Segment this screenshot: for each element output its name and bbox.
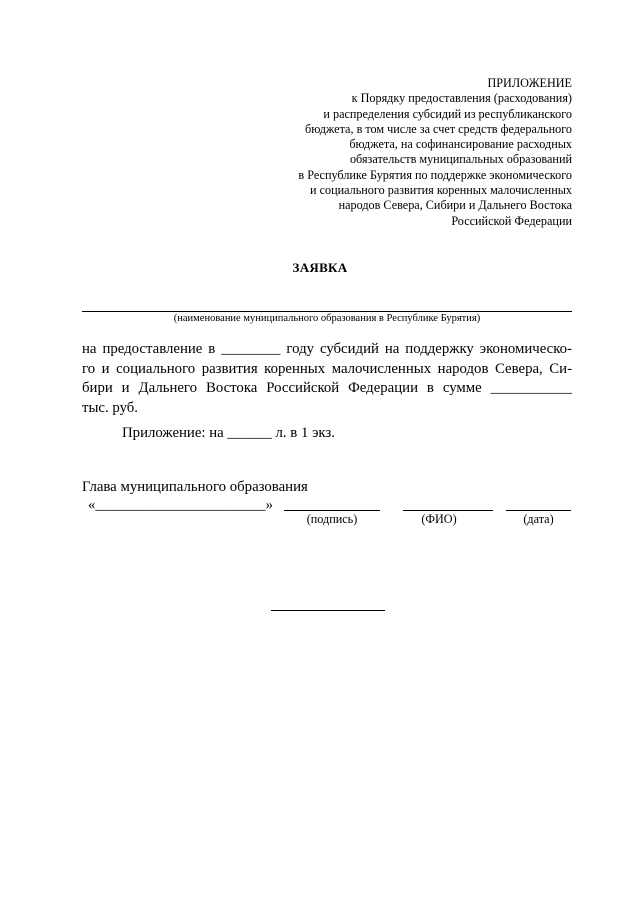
appendix-line: к Порядку предоставления (расходования) xyxy=(351,91,572,106)
body-line: тыс. руб. xyxy=(82,399,139,416)
document-title: ЗАЯВКА xyxy=(292,260,348,275)
appendix-line: обязательств муниципальных образований xyxy=(349,152,572,167)
body-line: бири и Дальнего Востока Российской Федерации в сумме ___________ xyxy=(82,380,572,397)
appendix-line: Российской Федерации xyxy=(451,213,572,228)
full-name-field[interactable] xyxy=(403,510,493,511)
head-of-municipality-label: Глава муниципального образования xyxy=(82,479,308,495)
date-caption: (дата) xyxy=(523,512,554,526)
signature-caption: (подпись) xyxy=(306,512,358,526)
appendix-line: народов Севера, Сибири и Дальнего Востока xyxy=(338,198,572,213)
attachment-line: Приложение: на ______ л. в 1 экз. xyxy=(122,425,335,441)
signature-field[interactable] xyxy=(284,510,380,511)
municipality-name-caption: (наименование муниципального образования в Республике Бурятия) xyxy=(173,313,481,324)
application-body xyxy=(82,340,572,418)
appendix-line: и социального развития коренных малочисленных xyxy=(310,183,572,198)
appendix-heading: ПРИЛОЖЕНИЕ xyxy=(487,76,572,90)
body-line: на предоставление в ________ году субсидий на поддержку экономическо- xyxy=(82,341,572,357)
body-line: го и социального развития коренных малочисленных народов Севера, Си- xyxy=(82,360,572,377)
appendix-block xyxy=(242,76,572,229)
closing-rule xyxy=(271,610,385,611)
municipality-quote-field: «_______________________» xyxy=(88,497,273,513)
appendix-line: в Республике Бурятия по поддержке экономического xyxy=(298,167,572,182)
full-name-caption: (ФИО) xyxy=(421,512,457,526)
municipality-name-field[interactable] xyxy=(82,311,572,312)
appendix-line: бюджета, в том числе за счет средств федерального xyxy=(305,121,572,136)
appendix-line: и распределения субсидий из республиканского xyxy=(323,106,572,121)
appendix-line: бюджета, на софинансирование расходных xyxy=(349,137,572,152)
date-field[interactable] xyxy=(506,510,571,511)
